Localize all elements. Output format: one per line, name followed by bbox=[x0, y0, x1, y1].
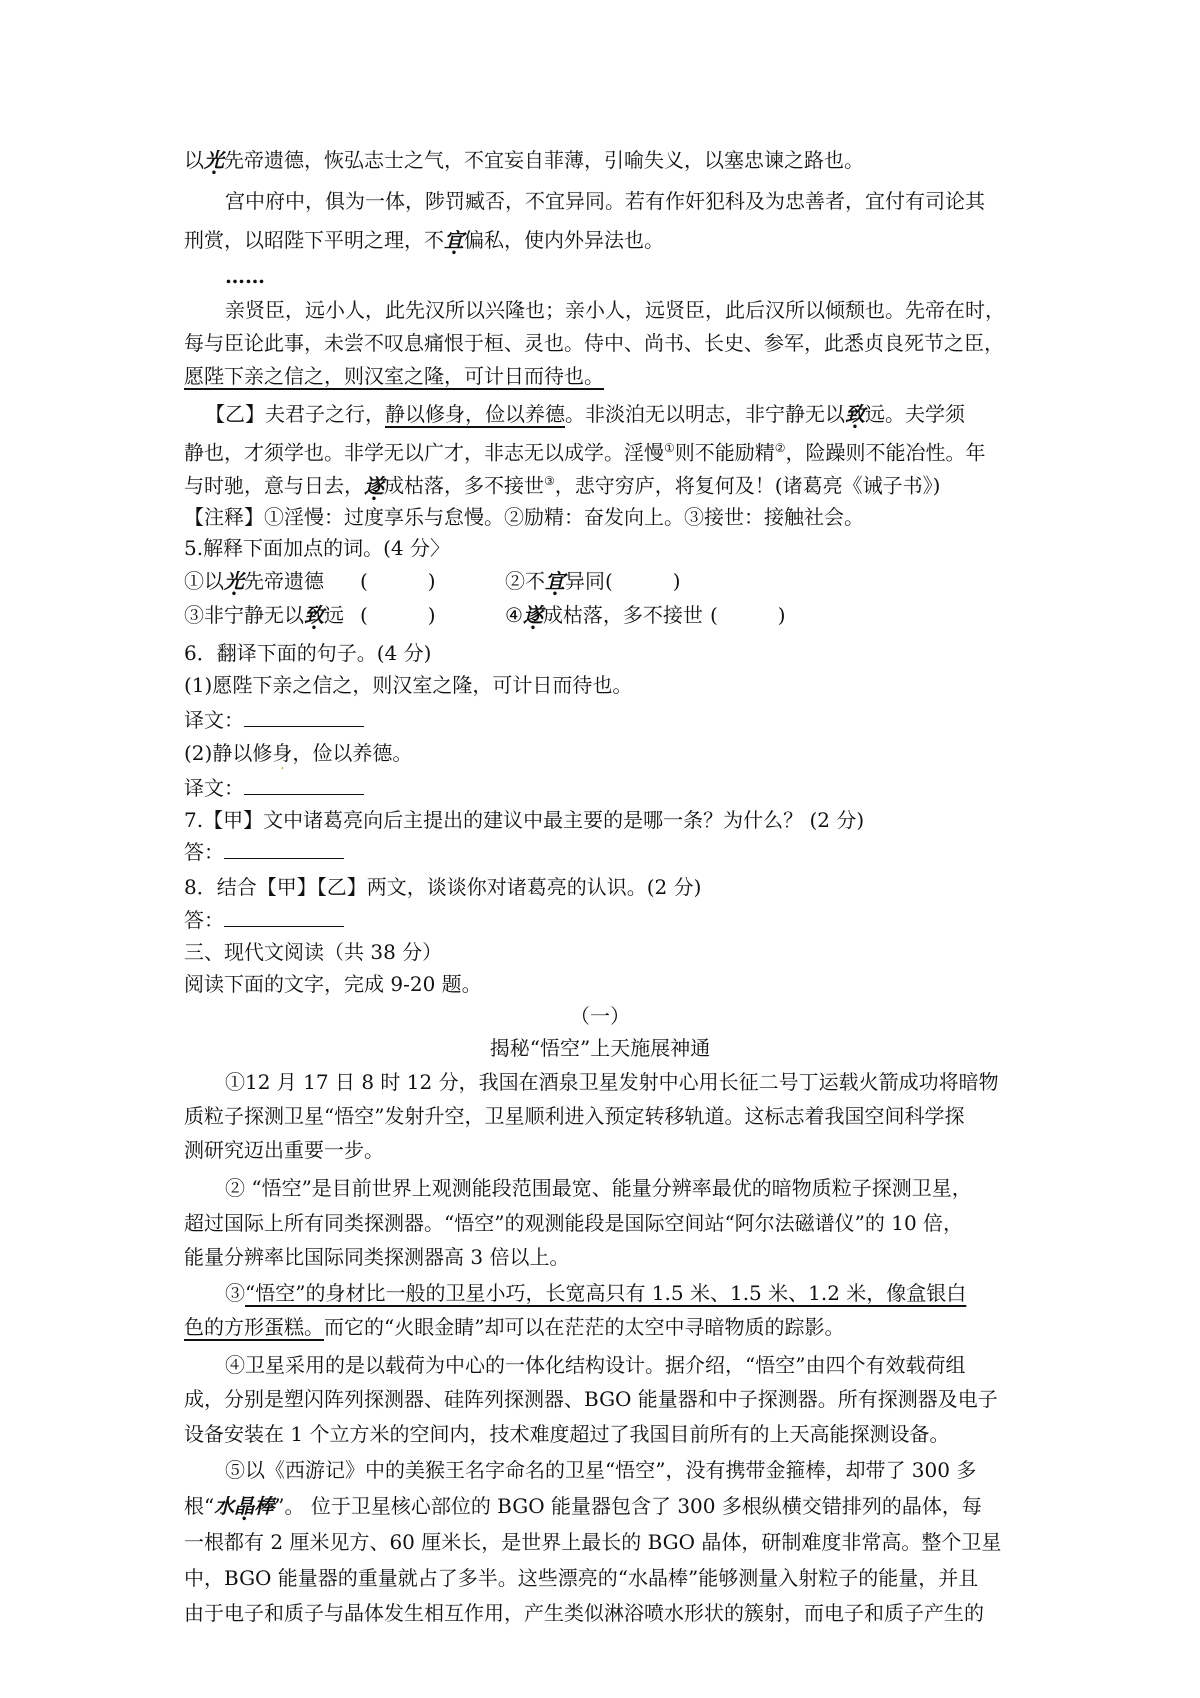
text: ”。 位于卫星核心部位的 BGO 能量器包含了 300 多根纵横交错排列的晶体，每 bbox=[274, 1494, 982, 1518]
q8-answer-row bbox=[184, 908, 344, 932]
text: (2)静以修 bbox=[184, 741, 273, 765]
text: ①以 bbox=[184, 569, 224, 593]
q5-item-4 bbox=[505, 603, 703, 627]
q5-answer-1[interactable]: ( ) bbox=[360, 569, 436, 593]
para-4-line-3: 设备安装在 1 个立方米的空间内，技术难度超过了我国目前所有的上天高能探测设备。 bbox=[184, 1422, 950, 1446]
text: ③ bbox=[225, 1281, 245, 1305]
text: 则不能励精 bbox=[674, 440, 775, 465]
jia-line-3 bbox=[184, 228, 664, 252]
para-5-line-3: 一根都有 2 厘米见方、60 厘米长，是世界上最长的 BGO 晶体，研制难度非常高。整个卫星 bbox=[184, 1530, 1002, 1554]
answer-label: 译文： bbox=[184, 776, 244, 800]
q6-sentence-2 bbox=[184, 741, 412, 765]
para-3-line-1 bbox=[225, 1281, 966, 1305]
yi-line-3 bbox=[184, 469, 940, 498]
footnote-mark: ③ bbox=[544, 474, 555, 488]
q6-sentence-1: (1)愿陛下亲之信之，则汉室之隆，可计日而待也。 bbox=[184, 673, 633, 697]
para-1-line-1: ①12 月 17 日 8 时 12 分，我国在酒泉卫星发射中心用长征二号丁运载火箭成功将暗物 bbox=[225, 1070, 999, 1094]
para-5-line-4: 中，BGO 能量器的重量就占了多半。这些漂亮的“水晶棒”能够测量入射粒子的能量，并且 bbox=[184, 1566, 979, 1590]
q5-answer-3[interactable]: ( ) bbox=[360, 603, 436, 627]
para-1-line-2: 质粒子探测卫星“悟空”发射升空，卫星顺利进入预定转移轨道。这标志着我国空间科学探 bbox=[184, 1104, 965, 1128]
q8-stem: 8．结合【甲】【乙】两文，谈谈你对诸葛亮的认识。(2 分) bbox=[184, 875, 702, 899]
footnote-mark: ① bbox=[664, 441, 675, 455]
para-4-line-2: 成，分别是塑闪阵列探测器、硅阵列探测器、BGO 能量器和中子探测器。所有探测器及电子 bbox=[184, 1387, 998, 1411]
article-part-label: （一） bbox=[570, 1004, 630, 1028]
text: ，俭以养德。 bbox=[292, 741, 413, 765]
text: ③非宁静无以 bbox=[184, 603, 304, 627]
emphasized-word: 宜 bbox=[444, 228, 464, 252]
footnote-mark: ② bbox=[774, 441, 786, 455]
emphasized-word: 遂 bbox=[522, 603, 543, 627]
text: 以 bbox=[184, 148, 204, 172]
text: 远。夫学须 bbox=[865, 402, 965, 426]
text: ④ bbox=[505, 603, 523, 627]
text: 【乙】夫君子之行， bbox=[205, 402, 385, 426]
para-3-line-2 bbox=[184, 1315, 844, 1339]
text: ，悲守穷庐，将复何及！(诸葛亮《诫子书》) bbox=[554, 473, 941, 498]
text: 先帝遗德 bbox=[244, 569, 324, 593]
answer-blank[interactable] bbox=[224, 840, 344, 859]
q7-answer-row bbox=[184, 840, 344, 864]
emphasized-word: 遂 bbox=[364, 473, 384, 498]
answer-blank[interactable] bbox=[244, 776, 364, 795]
q5-answer-4[interactable]: ( ) bbox=[710, 603, 786, 627]
q6-stem: 6．翻译下面的句子。(4 分) bbox=[184, 641, 432, 665]
yi-line-1 bbox=[205, 402, 965, 426]
para-5-line-2 bbox=[184, 1494, 982, 1518]
text: 偏私，使内外异法也。 bbox=[464, 228, 664, 252]
para-5-line-5: 由于电子和质子与晶体发生相互作用，产生类似淋浴喷水形状的簇射，而电子和质子产生的 bbox=[184, 1601, 984, 1625]
emphasized-word: 光 bbox=[224, 569, 244, 593]
text: 先帝遗德，恢弘志士之气，不宜妄自菲薄，引喻失义，以塞忠谏之路也。 bbox=[224, 148, 864, 172]
q5-answer-2[interactable]: ( ) bbox=[605, 569, 681, 593]
text: 异同 bbox=[565, 569, 605, 593]
q6-answer-row-2 bbox=[184, 776, 364, 800]
answer-label: 译文： bbox=[184, 708, 244, 732]
jia-line-5: 每与臣论此事，未尝不叹息痛恨于桓、灵也。侍中、尚书、长史、参军，此悉贞良死节之臣， bbox=[184, 331, 1004, 355]
answer-label: 答： bbox=[184, 840, 224, 864]
answer-blank[interactable] bbox=[224, 908, 344, 927]
emphasized-word: 致 bbox=[845, 402, 865, 426]
answer-blank[interactable] bbox=[244, 708, 364, 727]
emphasized-word: 宜 bbox=[545, 569, 565, 593]
emphasized-word: 光 bbox=[204, 148, 224, 172]
answer-label: 答： bbox=[184, 908, 224, 932]
section-intro: 阅读下面的文字，完成 9-20 题。 bbox=[184, 972, 482, 996]
text: 而它的“火眼金睛”却可以在茫茫的太空中寻暗物质的踪影。 bbox=[324, 1315, 845, 1339]
underlined-phrase: 静以修身，俭以养德 bbox=[385, 402, 565, 426]
q5-item-1 bbox=[184, 569, 324, 593]
q5-item-3 bbox=[184, 603, 344, 627]
para-2-line-1: ② “悟空”是目前世界上观测能段范围最宽、能量分辨率最优的暗物质粒子探测卫星， bbox=[225, 1176, 972, 1200]
q6-answer-row-1 bbox=[184, 708, 364, 732]
text: 根“ bbox=[184, 1494, 215, 1518]
ellipsis: …… bbox=[225, 264, 265, 288]
yi-line-2 bbox=[184, 436, 986, 465]
text: 成枯落，多不接世 bbox=[542, 603, 703, 627]
para-2-line-3: 能量分辨率比国际同类探测器高 3 倍以上。 bbox=[184, 1245, 570, 1269]
text: 成枯落，多不接世 bbox=[384, 473, 544, 498]
text: 刑赏，以昭陛下平明之理，不 bbox=[184, 228, 444, 252]
q5-item-2 bbox=[505, 569, 605, 593]
para-4-line-1: ④卫星采用的是以载荷为中心的一体化结构设计。据介绍，“悟空”由四个有效载荷组 bbox=[225, 1353, 966, 1377]
underlined-sentence: “悟空”的身材比一般的卫星小巧，长宽高只有 1.5 米、1.5 米、1.2 米，像盒银白 bbox=[245, 1281, 967, 1305]
q7-stem: 7.【甲】文中诸葛亮向后主提出的建议中最主要的是哪一条？为什么？ (2 分) bbox=[184, 808, 865, 832]
text: ②不 bbox=[505, 569, 545, 593]
text: 。非淡泊无以明志，非宁静无以 bbox=[565, 402, 845, 426]
text: 与时驰，意与日去， bbox=[184, 473, 364, 498]
text: 静也，才须学也。非学无以广才，非志无以成学。淫慢 bbox=[184, 440, 664, 465]
article-title: 揭秘“悟空”上天施展神通 bbox=[489, 1036, 711, 1060]
underlined-sentence: 色的方形蛋糕。 bbox=[184, 1315, 324, 1339]
jia-line-4: 亲贤臣，远小人，此先汉所以兴隆也；亲小人，远贤臣，此后汉所以倾颓也。先帝在时， bbox=[225, 298, 1005, 322]
para-2-line-2: 超过国际上所有同类探测器。“悟空”的观测能段是国际空间站“阿尔法磁谱仪”的 10 倍， bbox=[184, 1211, 964, 1235]
para-1-line-3: 测研究迈出重要一步。 bbox=[184, 1138, 384, 1162]
emphasized-word: 水晶棒 bbox=[214, 1494, 275, 1518]
jia-line-1 bbox=[184, 148, 864, 172]
text: 远 bbox=[324, 603, 344, 627]
jia-line-2: 宫中府中，俱为一体，陟罚臧否，不宜异同。若有作奸犯科及为忠善者，宜付有司论其 bbox=[225, 189, 985, 213]
section-heading: 三、现代文阅读（共 38 分） bbox=[184, 940, 443, 964]
q5-stem: 5.解释下面加点的词。(4 分〉 bbox=[184, 536, 450, 560]
para-5-line-1: ⑤以《西游记》中的美猴王名字命名的卫星“悟空”，没有携带金箍棒，却带了 300 多 bbox=[225, 1458, 977, 1482]
jia-line-6-underlined: 愿陛下亲之信之，则汉室之隆，可计日而待也。 bbox=[184, 364, 604, 388]
annotation-note: 【注释】①淫慢：过度享乐与怠慢。②励精：奋发向上。③接世：接触社会。 bbox=[184, 505, 864, 529]
dotted-char: 身 bbox=[272, 741, 293, 765]
text: ，险躁则不能冶性。年 bbox=[785, 440, 986, 465]
emphasized-word: 致 bbox=[304, 603, 324, 627]
